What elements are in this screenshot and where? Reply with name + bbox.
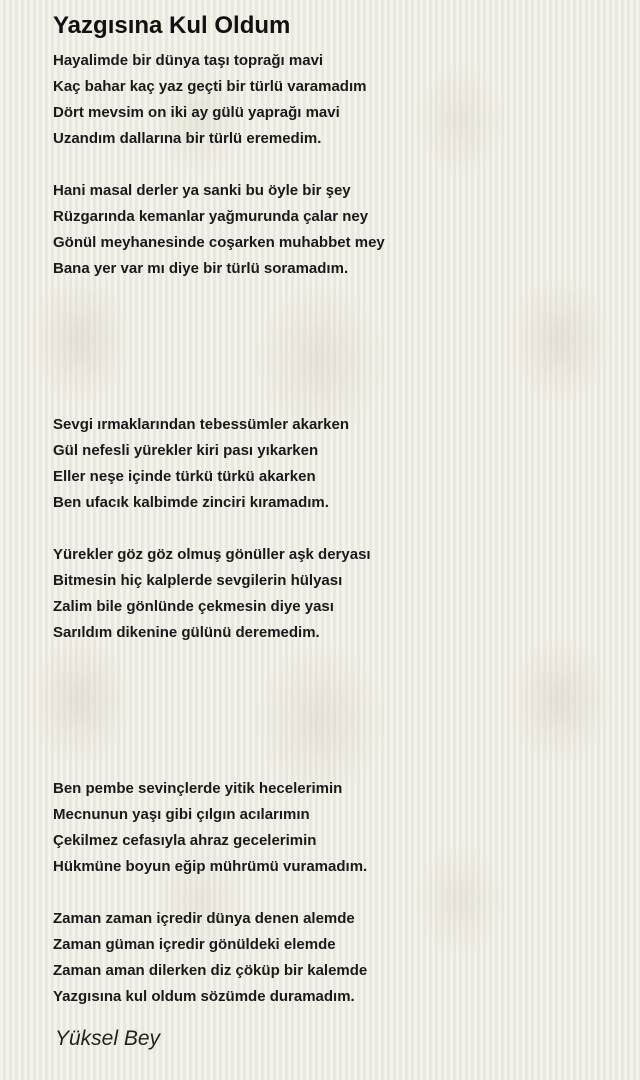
poem-line: Gül nefesli yürekler kiri pası yıkarken (53, 442, 319, 459)
poem-line: Eller neşe içinde türkü türkü akarken (53, 468, 316, 485)
poem-line: Kaç bahar kaç yaz geçti bir türlü varamadım (53, 78, 367, 95)
poem-title: Yazgısına Kul Oldum (53, 12, 291, 39)
poem-line: Çekilmez cefasıyla ahraz gecelerimin (53, 832, 317, 849)
poem-line: Bitmesin hiç kalplerde sevgilerin hülyası (53, 572, 343, 589)
section-spacer (53, 282, 613, 412)
poem-line: Zaman zaman içredir dünya denen alemde (53, 910, 355, 927)
stanza-spacer (53, 880, 613, 906)
poem-line: Uzandım dallarına bir türlü eremedim. (53, 130, 322, 147)
section-spacer (53, 646, 613, 776)
stanza-5 (53, 776, 613, 880)
poem-line: Hükmüne boyun eğip mührümü vuramadım. (53, 858, 368, 875)
poem-line: Hani masal derler ya sanki bu öyle bir şey (53, 182, 351, 199)
stanza-spacer (53, 516, 613, 542)
poem-line: Sarıldım dikenine gülünü deremedim. (53, 624, 320, 641)
poem-line: Yürekler göz göz olmuş gönüller aşk deryası (53, 546, 371, 563)
poem-line: Hayalimde bir dünya taşı toprağı mavi (53, 52, 324, 69)
poem-line: Sevgi ırmaklarından tebessümler akarken (53, 416, 349, 433)
poem-line: Rüzgarında kemanlar yağmurunda çalar ney (53, 208, 369, 225)
stanza-1 (53, 48, 613, 152)
poem-line: Gönül meyhanesinde coşarken muhabbet mey (53, 234, 385, 251)
poem-line: Zalim bile gönlünde çekmesin diye yası (53, 598, 334, 615)
poem-line: Zaman güman içredir gönüldeki elemde (53, 936, 336, 953)
poem-line: Yazgısına kul oldum sözümde duramadım. (53, 988, 355, 1005)
poem-line: Mecnunun yaşı gibi çılgın acılarımın (53, 806, 310, 823)
poem-line: Ben ufacık kalbimde zinciri kıramadım. (53, 494, 329, 511)
poem-page (53, 10, 613, 1054)
stanza-4 (53, 542, 613, 646)
poem-line: Zaman aman dilerken diz çöküp bir kalemde (53, 962, 368, 979)
poem-line: Ben pembe sevinçlerde yitik hecelerimin (53, 780, 343, 797)
stanza-2 (53, 178, 613, 282)
stanza-3 (53, 412, 613, 516)
poem-author: Yüksel Bey (55, 1027, 161, 1050)
stanza-6 (53, 906, 613, 1010)
poem-line: Dört mevsim on iki ay gülü yaprağı mavi (53, 104, 340, 121)
poem-line: Bana yer var mı diye bir türlü soramadım. (53, 260, 349, 277)
stanza-spacer (53, 152, 613, 178)
